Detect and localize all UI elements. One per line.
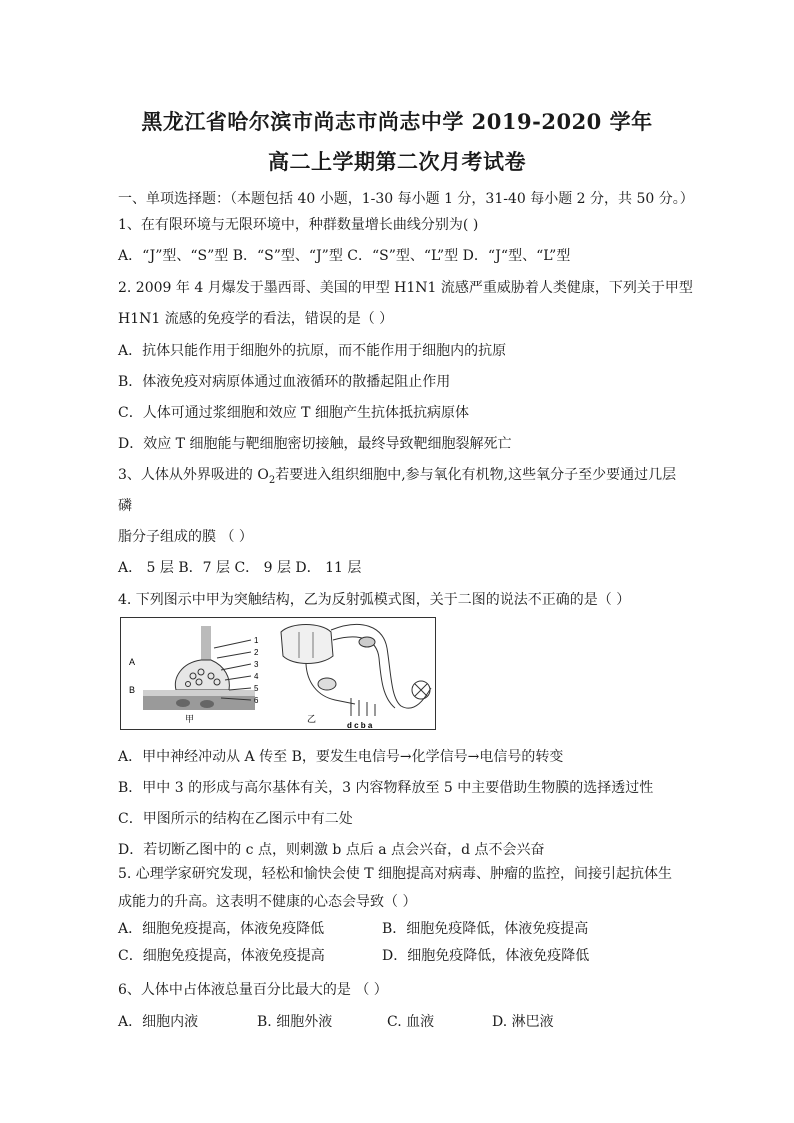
figure-drawing [121, 618, 435, 729]
section-heading: 一、单项选择题：（本题包括 40 小题，1-30 每小题 1 分，31-40 每小题 2 分，共 50 分。） [118, 191, 694, 207]
q4-option-c: C．甲图所示的结构在乙图示中有二处 [118, 811, 353, 827]
synapse-reflex-arc-figure [120, 617, 436, 730]
q3-stem-subscript: 2 [268, 474, 276, 486]
label-4: 4 [254, 672, 259, 681]
q3-stem-line2: 磷 [118, 498, 132, 514]
q3-stem-pre: 3、人体从外界吸进的 O [118, 467, 269, 483]
q2-option-d: D．效应 T 细胞能与靶细胞密切接触，最终导致靶细胞裂解死亡 [118, 436, 512, 452]
exam-title-line2: 高二上学期第二次月考试卷 [268, 149, 526, 174]
q6-option-c: C. 血液 [387, 1014, 435, 1030]
label-dcba: d c b a [347, 721, 373, 729]
label-5: 5 [254, 684, 259, 693]
label-yi: 乙 [307, 715, 317, 725]
q1-options: A．“J”型、“S”型 B．“S”型、“J”型 C．“S”型、“L”型 D．“J“型、“L”型 [118, 248, 571, 264]
label-6: 6 [254, 696, 259, 705]
q5-option-b: B．细胞免疫降低，体液免疫提高 [382, 921, 589, 937]
q3-stem-post: 若要进入组织细胞中,参与氧化有机物,这些氧分子至少要通过几层 [275, 467, 677, 483]
q5-option-a: A．细胞免疫提高，体液免疫降低 [118, 921, 325, 937]
reflex-arc-diagram [281, 624, 431, 716]
q4-option-a: A．甲中神经冲动从 A 传至 B，要发生电信号→化学信号→电信号的转变 [118, 749, 564, 765]
q2-option-a: A．抗体只能作用于细胞外的抗原，而不能作用于细胞内的抗原 [118, 343, 507, 359]
q6-stem: 6、人体中占体液总量百分比最大的是 （ ） [118, 982, 388, 998]
q3-stem-line1 [118, 464, 676, 486]
q4-option-d: D．若切断乙图中的 c 点，则刺激 b 点后 a 点会兴奋，d 点不会兴奋 [118, 842, 545, 858]
label-1: 1 [254, 636, 259, 645]
q5-option-c: C．细胞免疫提高，体液免疫提高 [118, 948, 325, 964]
q2-option-c: C．人体可通过浆细胞和效应 T 细胞产生抗体抵抗病原体 [118, 405, 469, 421]
q5-option-d: D．细胞免疫降低，体液免疫降低 [382, 948, 590, 964]
label-2: 2 [254, 648, 259, 657]
q3-options: A． 5 层 B．7 层 C． 9 层 D． 11 层 [118, 560, 362, 576]
q6-option-a: A．细胞内液 [118, 1014, 199, 1030]
exam-title-line1: 黑龙江省哈尔滨市尚志市尚志中学 2019-2020 学年 [141, 109, 653, 134]
q2-stem-line2: H1N1 流感的免疫学的看法，错误的是（ ） [118, 311, 394, 327]
q2-option-b: B．体液免疫对病原体通过血液循环的散播起阻止作用 [118, 374, 451, 390]
q4-stem: 4. 下列图示中甲为突触结构，乙为反射弧模式图，关于二图的说法不正确的是（ ） [118, 592, 631, 608]
synapse-diagram [143, 626, 255, 710]
label-b: B [129, 685, 136, 695]
q6-option-b: B. 细胞外液 [257, 1014, 333, 1030]
q4-option-b: B．甲中 3 的形成与高尔基体有关，3 内容物释放至 5 中主要借助生物膜的选择透过性 [118, 780, 654, 796]
label-jia: 甲 [185, 715, 195, 725]
q3-stem-line3: 脂分子组成的膜 （ ） [118, 529, 253, 545]
label-3: 3 [254, 660, 259, 669]
q2-stem-line1: 2. 2009 年 4 月爆发于墨西哥、美国的甲型 H1N1 流感严重威胁着人类健康，下列关于甲型 [118, 280, 693, 296]
q1-stem: 1、在有限环境与无限环境中，种群数量增长曲线分别为( ) [118, 217, 479, 233]
label-a: A [129, 657, 136, 667]
q5-stem-line2: 成能力的升高。这表明不健康的心态会导致（ ） [118, 894, 417, 910]
q5-stem-line1: 5. 心理学家研究发现，轻松和愉快会使 T 细胞提高对病毒、肿瘤的监控，间接引起抗体生 [118, 866, 673, 882]
q6-option-d: D. 淋巴液 [492, 1014, 554, 1030]
